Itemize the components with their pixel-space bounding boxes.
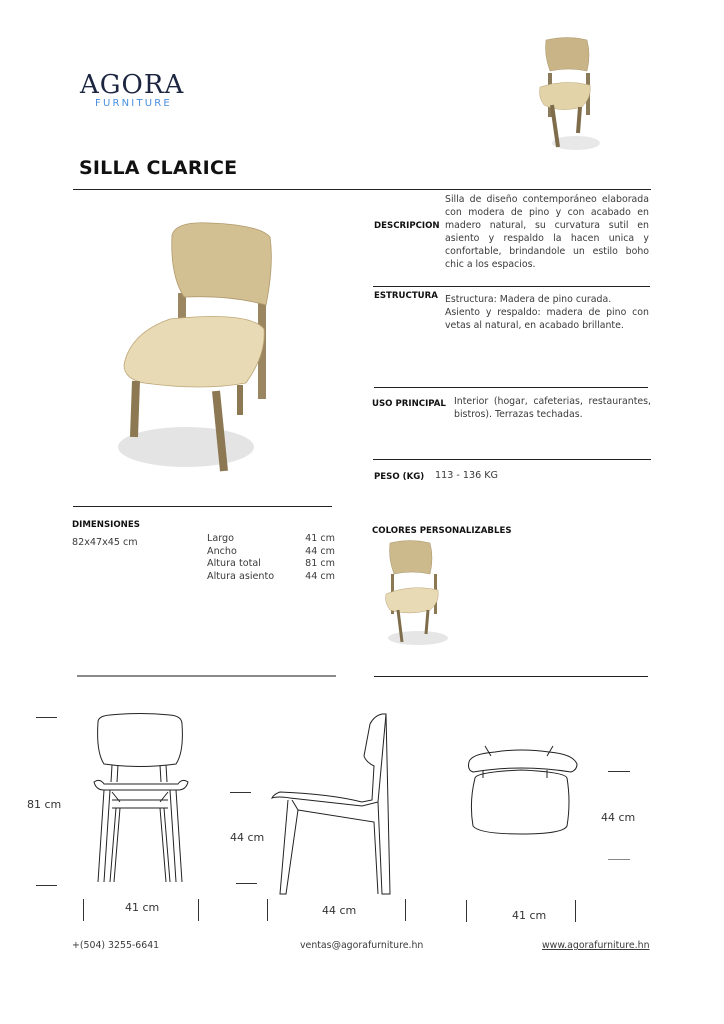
dimension-name: Ancho <box>207 545 237 557</box>
dimension-tick <box>608 859 630 860</box>
dimension-value: 44 cm <box>305 571 335 583</box>
dimension-tick <box>575 900 576 922</box>
uso-principal-label: USO PRINCIPAL <box>372 399 446 409</box>
peso-label: PESO (KG) <box>374 472 425 482</box>
chair-drawing-front <box>90 712 190 887</box>
chair-drawing-top <box>465 742 580 842</box>
footer-phone: +(504) 3255-6641 <box>72 940 160 951</box>
dimension-tick <box>83 899 84 921</box>
dimension-tick <box>36 717 57 718</box>
dimensiones-divider <box>73 506 332 507</box>
dimension-row <box>207 558 335 571</box>
chair-drawing-side <box>270 710 400 895</box>
estructura-line: Asiento y respaldo: madera de pino con vetas al natural, en acabado brillante. <box>445 307 649 331</box>
top-depth-label: 44 cm <box>601 811 636 824</box>
title-divider <box>73 189 651 190</box>
estructura-line: Estructura: Madera de pino curada. <box>445 294 612 305</box>
side-seat-height-label: 44 cm <box>230 831 265 844</box>
dimension-value: 44 cm <box>305 545 335 557</box>
chair-photo-main <box>110 215 280 475</box>
uso-divider <box>374 387 648 388</box>
dimension-tick <box>36 885 57 886</box>
dimension-name: Altura total <box>207 558 261 570</box>
footer-website-link[interactable] <box>542 940 650 951</box>
dimension-tick <box>608 771 630 772</box>
drawings-divider-left <box>77 675 336 677</box>
dimensiones-label: DIMENSIONES <box>72 520 140 530</box>
dimension-tick <box>267 899 268 921</box>
estructura-label: ESTRUCTURA <box>374 291 438 301</box>
dimension-tick <box>236 883 257 884</box>
dimension-row <box>207 546 335 559</box>
brand-logo-tagline: FURNITURE <box>95 98 172 109</box>
dimensiones-overall: 82x47x45 cm <box>72 537 138 548</box>
top-width-label: 41 cm <box>512 909 547 922</box>
front-height-label: 81 cm <box>27 798 62 811</box>
descripcion-label: DESCRIPCION <box>374 221 440 231</box>
brand-logo-name: AGORA <box>80 70 185 100</box>
dimension-row <box>207 571 335 584</box>
peso-value: 113 - 136 KG <box>435 470 498 481</box>
footer-email[interactable]: ventas@agorafurniture.hn <box>300 940 424 951</box>
peso-divider <box>373 459 651 460</box>
chair-photo-thumbnail <box>530 35 610 155</box>
website-link[interactable]: www.agorafurniture.hn <box>542 940 650 951</box>
estructura-divider <box>373 286 650 287</box>
dimension-tick <box>230 792 251 793</box>
descripcion-text: Silla de diseño contemporáneo elaborada con modera de pino y con acabado en madero natural, su curvatura sutil en asiento y respaldo la hacen unica y confortable, brindandole un estilo boho chic a los espacios. <box>445 194 649 270</box>
side-depth-label: 44 cm <box>322 904 357 917</box>
product-title: SILLA CLARICE <box>79 157 238 179</box>
dimension-name: Largo <box>207 533 234 544</box>
colores-label: COLORES PERSONALIZABLES <box>372 526 512 536</box>
front-width-label: 41 cm <box>125 901 160 914</box>
dimensiones-table <box>207 533 335 584</box>
dimension-value: 41 cm <box>305 533 335 544</box>
dimension-tick <box>198 899 199 921</box>
dimension-tick <box>405 899 406 921</box>
uso-principal-text: Interior (hogar, cafeterias, restaurantes, bistros). Terrazas techadas. <box>454 396 651 420</box>
estructura-text <box>445 293 649 332</box>
drawings-divider-right <box>374 676 648 677</box>
dimension-name: Altura asiento <box>207 571 275 583</box>
dimension-row <box>207 533 335 546</box>
dimension-value: 81 cm <box>305 558 335 570</box>
dimension-tick <box>466 900 467 922</box>
chair-photo-color-option <box>380 538 455 648</box>
